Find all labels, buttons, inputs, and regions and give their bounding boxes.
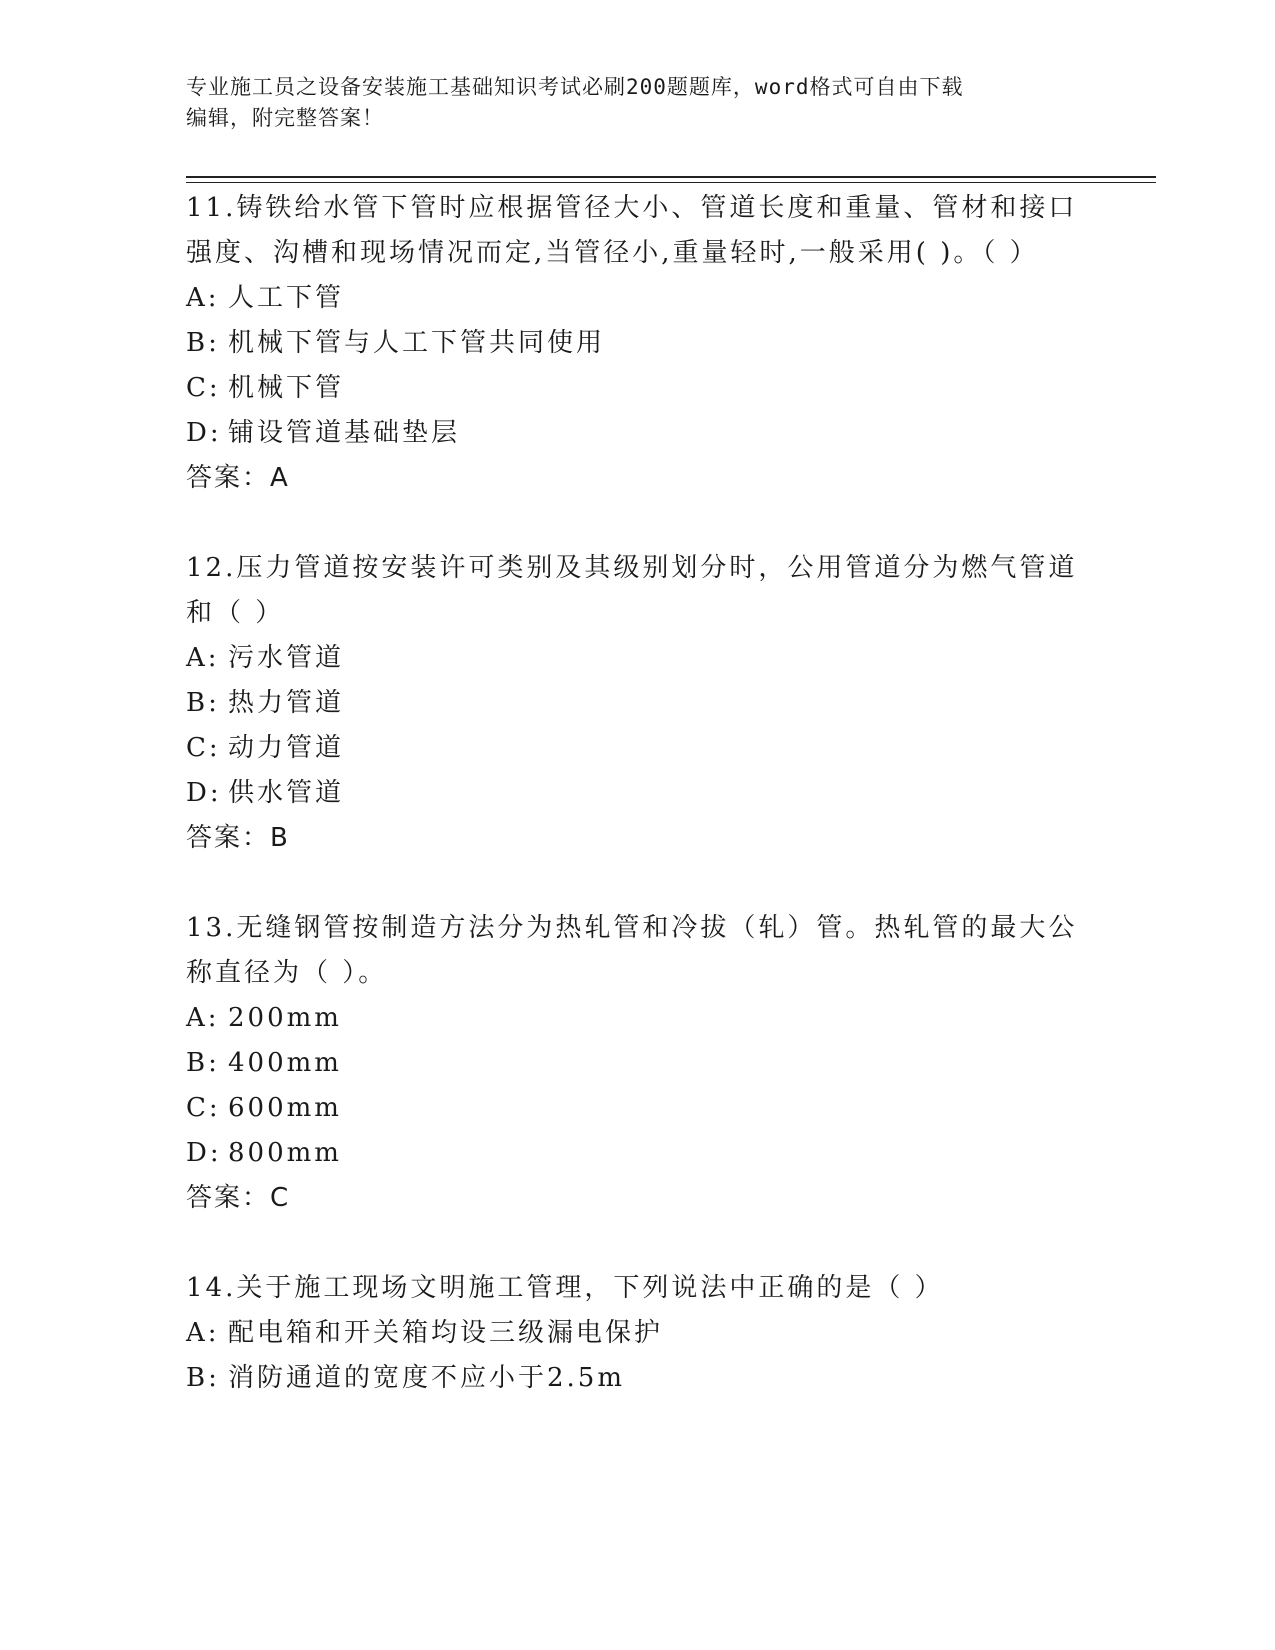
option-b: [186, 1041, 1086, 1086]
option-c: [186, 366, 1086, 411]
option-text: 铺设管道基础垫层: [228, 418, 461, 448]
option-letter: A:: [186, 643, 220, 673]
question-14: [186, 1266, 1086, 1401]
option-text: 配电箱和开关箱均设三级漏电保护: [228, 1318, 664, 1348]
question-spacer: [186, 501, 1086, 546]
question-list: [186, 186, 1086, 1401]
question-11: [186, 186, 1086, 501]
answer-line: 答案：B: [186, 823, 290, 853]
option-letter: B:: [186, 688, 220, 718]
option-letter: D:: [186, 418, 222, 448]
option-letter: C:: [186, 733, 221, 763]
option-d: [186, 771, 1086, 816]
option-text: 供水管道: [228, 778, 345, 808]
option-letter: B:: [186, 1363, 220, 1393]
header-divider-thin: [186, 182, 1156, 183]
header-line-2: 编辑，附完整答案！: [186, 106, 384, 130]
question-stem: 13.无缝钢管按制造方法分为热轧管和冷拔（轧）管。热轧管的最大公称直径为（ ）。: [186, 913, 1078, 988]
question-stem: 11.铸铁给水管下管时应根据管径大小、管道长度和重量、管材和接口强度、沟槽和现场情况而定,当管径小,重量轻时,一般采用( )。（ ）: [186, 193, 1078, 268]
question-spacer: [186, 1221, 1086, 1266]
option-a: [186, 996, 1086, 1041]
option-text: 污水管道: [228, 643, 345, 673]
option-letter: C:: [186, 1093, 221, 1123]
option-letter: A:: [186, 283, 220, 313]
option-d: [186, 1131, 1086, 1176]
option-b: [186, 681, 1086, 726]
answer-line: 答案：A: [186, 463, 290, 493]
option-text: 热力管道: [228, 688, 345, 718]
option-text: 动力管道: [228, 733, 345, 763]
option-text: 200mm: [228, 1003, 342, 1033]
option-text: 400mm: [228, 1048, 342, 1078]
option-letter: D:: [186, 778, 222, 808]
answer-line: 答案：C: [186, 1183, 291, 1213]
question-stem: 12.压力管道按安装许可类别及其级别划分时，公用管道分为燃气管道和（ ）: [186, 553, 1078, 628]
option-letter: A:: [186, 1003, 220, 1033]
option-a: [186, 1311, 1086, 1356]
header-divider-thick: [186, 176, 1156, 178]
document-header: [186, 72, 1066, 134]
header-line-1: 专业施工员之设备安装施工基础知识考试必刷200题题库，word格式可自由下载: [186, 75, 964, 99]
option-text: 消防通道的宽度不应小于2.5m: [228, 1363, 626, 1393]
question-stem: 14.关于施工现场文明施工管理，下列说法中正确的是（ ）: [186, 1273, 944, 1303]
option-d: [186, 411, 1086, 456]
question-12: [186, 546, 1086, 861]
option-c: [186, 726, 1086, 771]
option-text: 600mm: [228, 1093, 342, 1123]
option-letter: A:: [186, 1318, 220, 1348]
option-b: [186, 1356, 1086, 1401]
option-text: 机械下管与人工下管共同使用: [228, 328, 606, 358]
option-text: 人工下管: [228, 283, 345, 313]
option-text: 800mm: [228, 1138, 342, 1168]
option-letter: C:: [186, 373, 221, 403]
option-letter: D:: [186, 1138, 222, 1168]
option-b: [186, 321, 1086, 366]
option-a: [186, 636, 1086, 681]
question-13: [186, 906, 1086, 1221]
option-a: [186, 276, 1086, 321]
option-letter: B:: [186, 1048, 220, 1078]
option-letter: B:: [186, 328, 220, 358]
question-spacer: [186, 861, 1086, 906]
option-c: [186, 1086, 1086, 1131]
option-text: 机械下管: [228, 373, 345, 403]
